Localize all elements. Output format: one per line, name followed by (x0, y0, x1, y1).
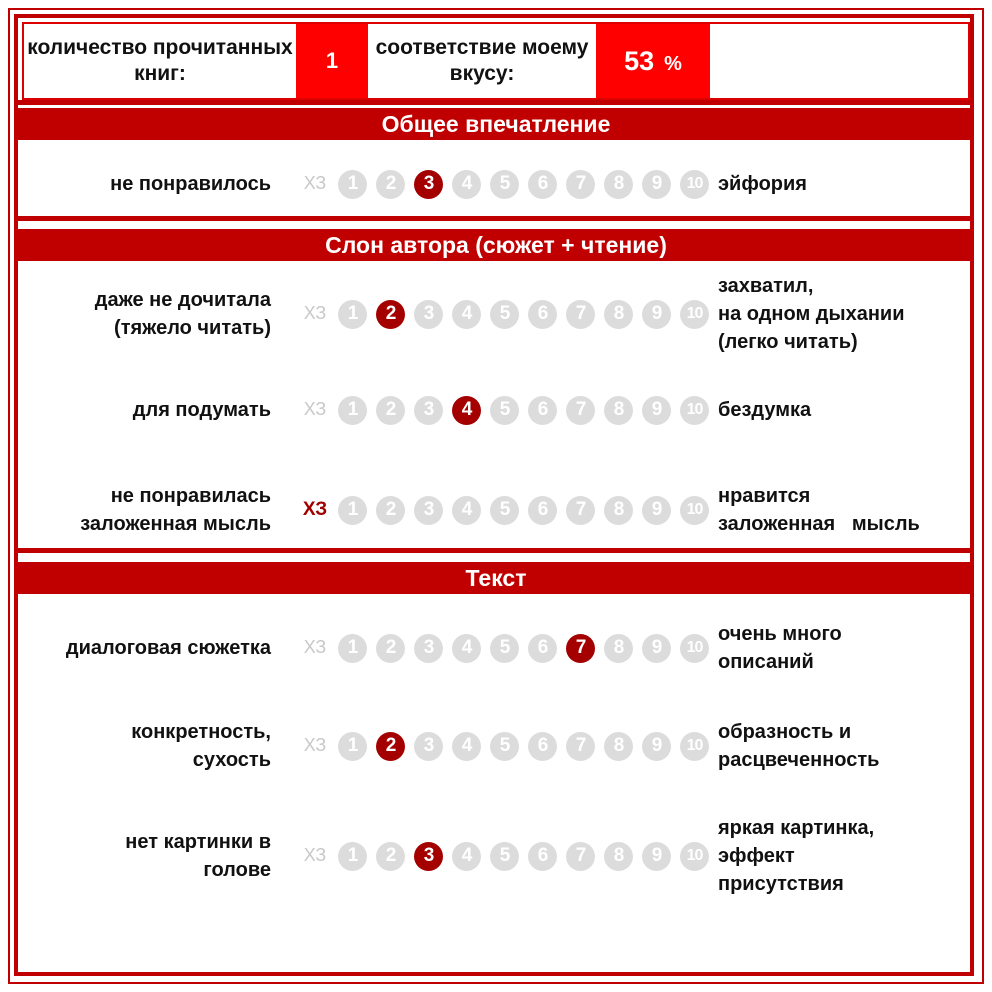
rating-dot-2[interactable]: 2 (376, 496, 405, 525)
left-label: диалоговая сюжетка (65, 637, 271, 659)
rating-dot-6[interactable]: 6 (528, 732, 557, 761)
section-title: Текст (18, 562, 974, 594)
unknown-option[interactable]: ХЗ (303, 303, 327, 323)
rating-dot-8[interactable]: 8 (604, 842, 633, 871)
rating-dot-5[interactable]: 5 (490, 634, 519, 663)
left-label: для подумать (132, 399, 271, 421)
rating-dot-3[interactable]: 3 (414, 300, 443, 329)
rating-dot-6[interactable]: 6 (528, 842, 557, 871)
rating-dot-2[interactable]: 2 (376, 842, 405, 871)
rating-scale (300, 264, 710, 364)
rating-dot-4[interactable]: 4 (452, 842, 481, 871)
rating-dot-10[interactable]: 10 (680, 300, 709, 329)
rating-dot-6[interactable]: 6 (528, 170, 557, 199)
rating-dot-1[interactable]: 1 (338, 396, 367, 425)
rating-scale (300, 144, 710, 224)
rating-dot-10[interactable]: 10 (680, 496, 709, 525)
right-label: яркая картинка, эффект присутствия (718, 817, 875, 895)
rating-dot-9[interactable]: 9 (642, 496, 671, 525)
rating-dot-7[interactable]: 7 (566, 170, 595, 199)
right-label: очень много описаний (718, 623, 842, 673)
unknown-option[interactable]: ХЗ (303, 735, 327, 755)
right-label: эйфория (718, 173, 807, 195)
rating-row (18, 468, 974, 552)
rating-dot-4[interactable]: 4 (452, 732, 481, 761)
rating-scale (300, 468, 710, 552)
rating-dot-1[interactable]: 1 (338, 732, 367, 761)
rating-dot-10[interactable]: 10 (680, 170, 709, 199)
unknown-option[interactable]: ХЗ (302, 499, 328, 520)
rating-dot-9[interactable]: 9 (642, 170, 671, 199)
books-count-value: 1 (296, 24, 368, 98)
rating-dot-5[interactable]: 5 (490, 496, 519, 525)
rating-dot-7[interactable]: 7 (566, 634, 595, 663)
rating-scale (300, 796, 710, 916)
rating-dot-9[interactable]: 9 (642, 634, 671, 663)
rating-dot-5[interactable]: 5 (490, 732, 519, 761)
rating-scale (300, 600, 710, 696)
rating-row (18, 600, 974, 696)
rating-row (18, 264, 974, 364)
rating-scale (300, 704, 710, 788)
rating-dot-6[interactable]: 6 (528, 634, 557, 663)
rating-dot-5[interactable]: 5 (490, 842, 519, 871)
section-title: Слон автора (сюжет + чтение) (18, 229, 974, 261)
unknown-option[interactable]: ХЗ (303, 845, 327, 865)
rating-dot-9[interactable]: 9 (642, 300, 671, 329)
rating-dot-5[interactable]: 5 (490, 396, 519, 425)
rating-dot-1[interactable]: 1 (338, 300, 367, 329)
rating-dot-10[interactable]: 10 (680, 842, 709, 871)
rating-dot-3[interactable]: 3 (414, 496, 443, 525)
rating-dot-3[interactable]: 3 (414, 842, 443, 871)
rating-dot-3[interactable]: 3 (414, 170, 443, 199)
rating-row (18, 144, 974, 224)
rating-dot-10[interactable]: 10 (680, 396, 709, 425)
rating-dot-8[interactable]: 8 (604, 732, 633, 761)
rating-dot-10[interactable]: 10 (680, 634, 709, 663)
unknown-option[interactable]: ХЗ (303, 637, 327, 657)
right-label: захватил, на одном дыхании (легко читать) (718, 275, 905, 353)
taste-match-box (596, 24, 710, 98)
rating-dot-6[interactable]: 6 (528, 496, 557, 525)
rating-dot-2[interactable]: 2 (376, 300, 405, 329)
rating-dot-8[interactable]: 8 (604, 496, 633, 525)
left-label: не понравилась заложенная мысль (80, 485, 271, 535)
taste-match-value: 53 (624, 45, 655, 76)
rating-dot-7[interactable]: 7 (566, 842, 595, 871)
rating-dot-7[interactable]: 7 (566, 300, 595, 329)
rating-dot-4[interactable]: 4 (452, 634, 481, 663)
rating-dot-2[interactable]: 2 (376, 634, 405, 663)
unknown-option[interactable]: ХЗ (303, 173, 327, 193)
rating-dot-10[interactable]: 10 (680, 732, 709, 761)
right-label: образность и расцвеченность (718, 721, 880, 771)
taste-match-label: соответствие моему вкусу: (368, 24, 596, 98)
rating-dot-4[interactable]: 4 (452, 170, 481, 199)
rating-dot-6[interactable]: 6 (528, 300, 557, 329)
rating-dot-3[interactable]: 3 (414, 634, 443, 663)
rating-dot-1[interactable]: 1 (338, 842, 367, 871)
rating-dot-3[interactable]: 3 (414, 396, 443, 425)
rating-dot-6[interactable]: 6 (528, 396, 557, 425)
taste-match-unit: % (664, 52, 682, 75)
rating-dot-7[interactable]: 7 (566, 496, 595, 525)
rating-dot-5[interactable]: 5 (490, 170, 519, 199)
rating-dot-8[interactable]: 8 (604, 396, 633, 425)
rating-dot-7[interactable]: 7 (566, 732, 595, 761)
rating-dot-1[interactable]: 1 (338, 496, 367, 525)
rating-dot-2[interactable]: 2 (376, 732, 405, 761)
rating-dot-8[interactable]: 8 (604, 634, 633, 663)
rating-dot-5[interactable]: 5 (490, 300, 519, 329)
rating-dot-4[interactable]: 4 (452, 396, 481, 425)
stats-bar (22, 22, 970, 100)
rating-dot-1[interactable]: 1 (338, 634, 367, 663)
rating-dot-4[interactable]: 4 (452, 496, 481, 525)
rating-dot-1[interactable]: 1 (338, 170, 367, 199)
rating-row (18, 796, 974, 916)
section-title: Общее впечатление (18, 108, 974, 140)
rating-dot-2[interactable]: 2 (376, 170, 405, 199)
rating-dot-4[interactable]: 4 (452, 300, 481, 329)
right-label: бездумка (718, 399, 812, 421)
empty-cell (710, 24, 968, 98)
right-label: нравится заложенная мысль (718, 485, 920, 535)
left-label: даже не дочитала (тяжело читать) (94, 289, 271, 339)
rating-row (18, 370, 974, 450)
rating-dot-9[interactable]: 9 (642, 732, 671, 761)
books-count-label: количество прочитанных книг: (24, 24, 296, 98)
rating-scale (300, 370, 710, 450)
rating-dot-9[interactable]: 9 (642, 396, 671, 425)
rating-dot-8[interactable]: 8 (604, 170, 633, 199)
rating-row (18, 704, 974, 788)
rating-dot-3[interactable]: 3 (414, 732, 443, 761)
unknown-option[interactable]: ХЗ (303, 399, 327, 419)
rating-dot-2[interactable]: 2 (376, 396, 405, 425)
rating-dot-8[interactable]: 8 (604, 300, 633, 329)
rating-dot-7[interactable]: 7 (566, 396, 595, 425)
section-divider (18, 100, 974, 105)
rating-dot-9[interactable]: 9 (642, 842, 671, 871)
left-label: нет картинки в голове (125, 831, 271, 881)
left-label: не понравилось (110, 173, 271, 195)
left-label: конкретность, сухость (131, 721, 271, 771)
